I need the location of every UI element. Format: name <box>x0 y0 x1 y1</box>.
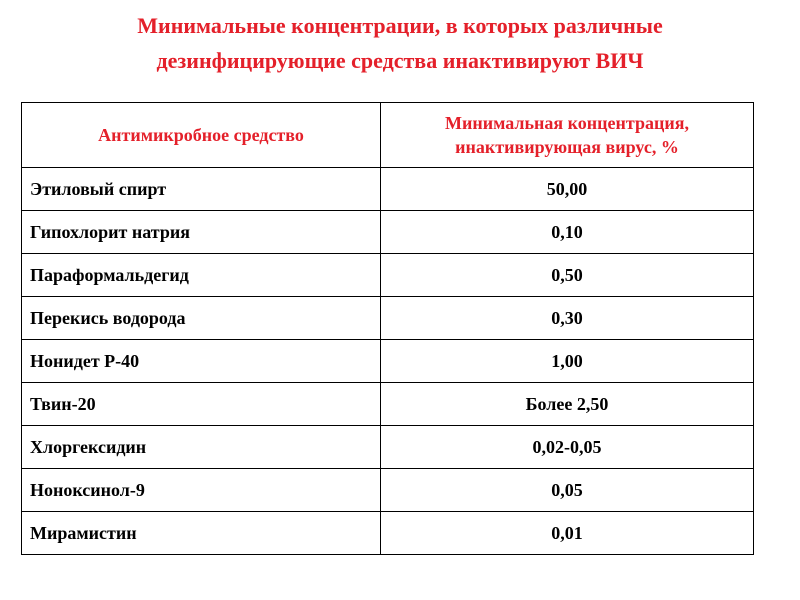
agent-cell: Хлоргексидин <box>22 426 381 469</box>
table-row <box>22 254 754 297</box>
concentration-cell: 1,00 <box>381 340 754 383</box>
agent-cell: Нонидет Р-40 <box>22 340 381 383</box>
header-concentration: Минимальная концентрация, инактивирующая вирус, % <box>381 103 754 168</box>
concentration-table <box>21 102 754 555</box>
agent-cell: Этиловый спирт <box>22 168 381 211</box>
table-row <box>22 211 754 254</box>
table-row <box>22 297 754 340</box>
table-header-row <box>22 103 754 168</box>
concentration-cell: 0,50 <box>381 254 754 297</box>
agent-cell: Мирамистин <box>22 512 381 555</box>
concentration-cell: 0,05 <box>381 469 754 512</box>
agent-cell: Гипохлорит натрия <box>22 211 381 254</box>
title-line-1: Минимальные концентрации, в которых различные <box>137 13 663 38</box>
concentration-cell: 0,10 <box>381 211 754 254</box>
agent-cell: Твин-20 <box>22 383 381 426</box>
concentration-cell: 0,01 <box>381 512 754 555</box>
table-row <box>22 469 754 512</box>
agent-cell: Ноноксинол-9 <box>22 469 381 512</box>
agent-cell: Перекись водорода <box>22 297 381 340</box>
title-line-2: дезинфицирующие средства инактивируют ВИЧ <box>156 48 644 73</box>
concentration-cell: 50,00 <box>381 168 754 211</box>
concentration-cell: 0,30 <box>381 297 754 340</box>
concentration-cell: Более 2,50 <box>381 383 754 426</box>
agent-cell: Параформальдегид <box>22 254 381 297</box>
table-row <box>22 426 754 469</box>
header-agent: Антимикробное средство <box>22 103 381 168</box>
table-row <box>22 512 754 555</box>
table-row <box>22 340 754 383</box>
table-row <box>22 168 754 211</box>
table-row <box>22 383 754 426</box>
concentration-cell: 0,02-0,05 <box>381 426 754 469</box>
slide-title <box>0 8 800 78</box>
